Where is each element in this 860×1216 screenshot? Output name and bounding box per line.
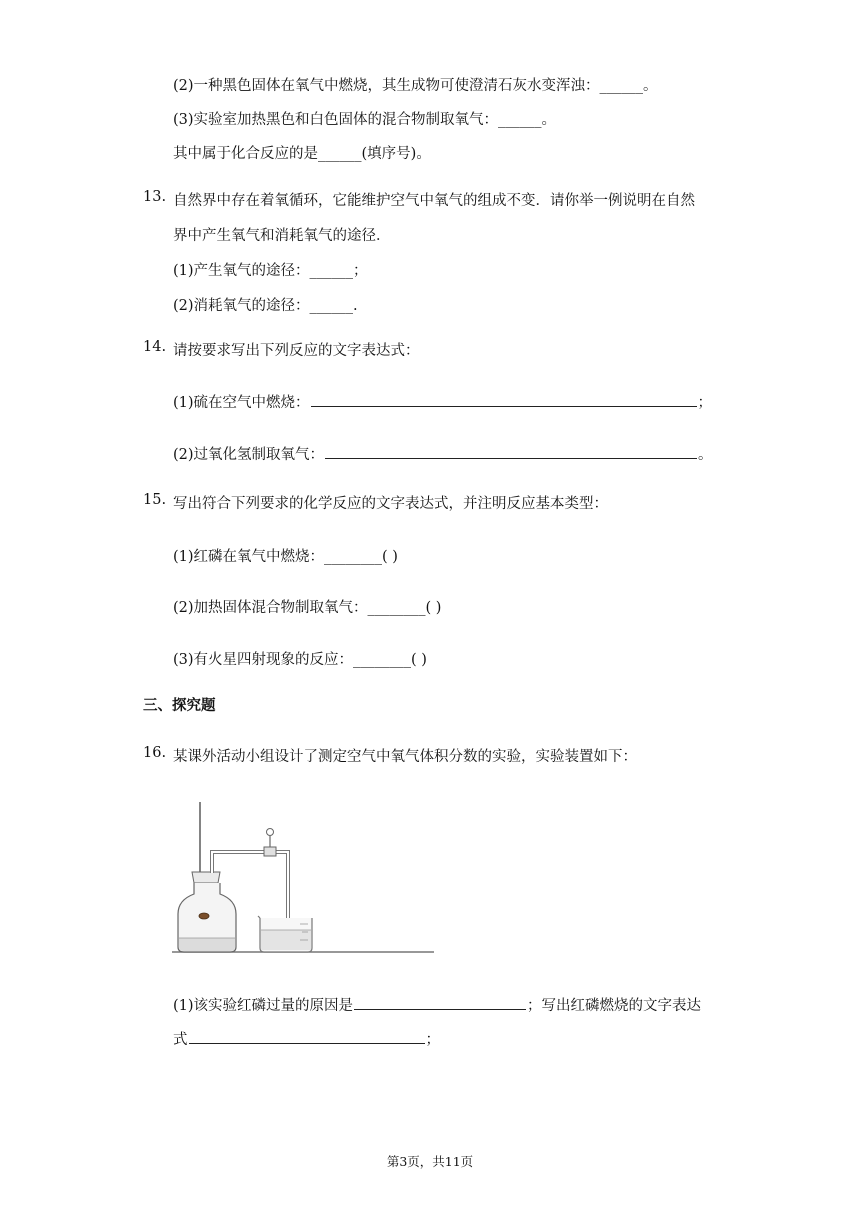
q16-item1-line2: [173, 1028, 440, 1049]
q13-stem-line1: 自然界中存在着氧循环，它能维护空气中氧气的组成不变．请你举一例说明在自然: [173, 193, 695, 209]
answer-blank[interactable]: [325, 457, 697, 459]
q13-stem-line2: 界中产生氧气和消耗氧气的途径．: [173, 228, 391, 244]
q15-stem: 写出符合下列要求的化学反应的文字表达式，并注明反应基本类型：: [173, 496, 608, 512]
q14-item1-end: ；: [697, 395, 713, 411]
q15-item3: (3)有火星四射现象的反应：________( ): [173, 652, 427, 668]
q14-item2-end: 。: [698, 447, 713, 463]
q14-item1: [173, 391, 712, 412]
answer-blank[interactable]: [311, 405, 697, 407]
q15-item2: (2)加热固体混合物制取氧气：________( ): [173, 600, 442, 616]
q13-item1: (1)产生氧气的途径：______；: [173, 263, 368, 279]
q13-item2: (2)消耗氧气的途径：______.: [173, 298, 358, 314]
q16-item1-label: (1)该实验红磷过量的原因是: [173, 998, 354, 1014]
q12-item3: (3)实验室加热黑色和白色固体的混合物制取氧气：______。: [173, 112, 557, 128]
section-heading: 三、探究题: [143, 697, 216, 714]
q12-ask: 其中属于化合反应的是______(填序号)。: [173, 146, 431, 162]
q16-item1-line2-end: ；: [425, 1032, 440, 1048]
q14-item1-label: (1)硫在空气中燃烧：: [173, 395, 310, 411]
q13-number: 13.: [143, 189, 167, 205]
q14-number: 14.: [143, 339, 167, 355]
q16-number: 16.: [143, 745, 167, 761]
q15-number: 15.: [143, 492, 167, 508]
answer-blank[interactable]: [189, 1042, 425, 1044]
answer-blank[interactable]: [354, 1008, 526, 1010]
q14-item2: [173, 443, 713, 464]
q14-item2-label: (2)过氧化氢制取氧气：: [173, 447, 325, 463]
q14-stem: 请按要求写出下列反应的文字表达式：: [173, 343, 420, 359]
q16-item1-line1: [173, 994, 701, 1015]
q16-item1-mid: ；写出红磷燃烧的文字表达: [527, 998, 702, 1014]
q16-stem: 某课外活动小组设计了测定空气中氧气体积分数的实验，实验装置如下：: [173, 749, 637, 765]
q15-item1: (1)红磷在氧气中燃烧：________( ): [173, 549, 398, 565]
q16-item1-line2-label: 式: [173, 1032, 188, 1048]
q12-item2: (2)一种黑色固体在氧气中燃烧，其生成物可使澄清石灰水变浑浊：______。: [173, 78, 658, 94]
experiment-apparatus-figure: [168, 790, 438, 960]
page-footer: 第3页，共11页: [386, 1154, 474, 1169]
